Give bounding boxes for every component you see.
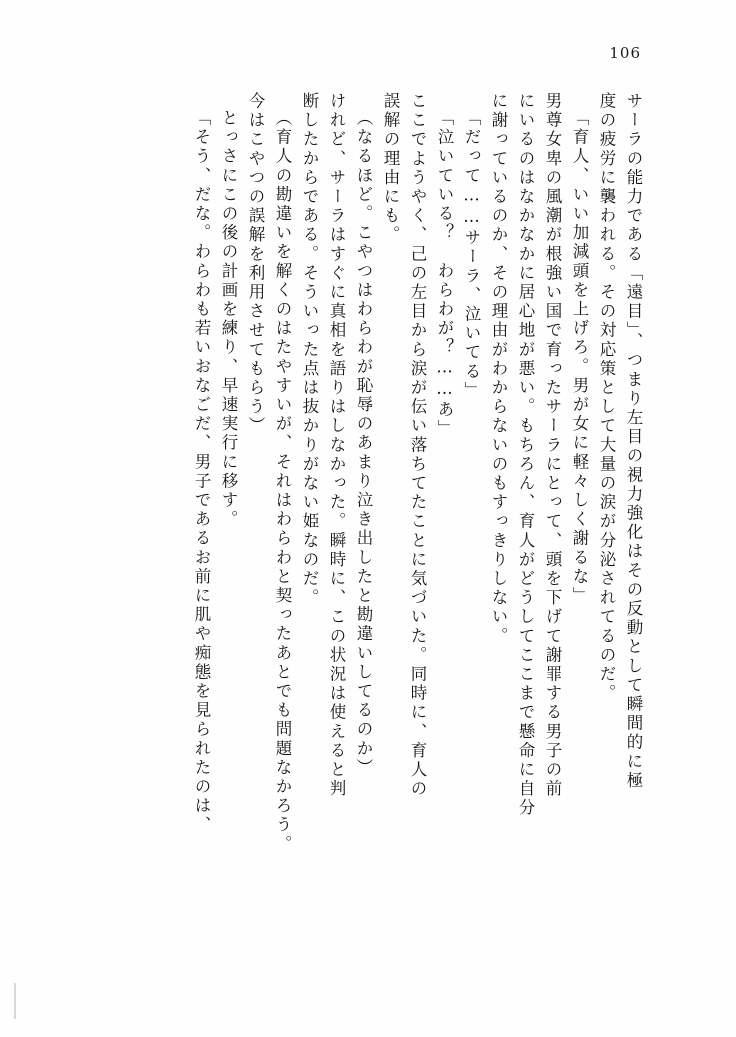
text-line: 「育人、いい加減頭を上げろ。男が女に軽々しく謝るな」 bbox=[570, 109, 589, 606]
page-number: 106 bbox=[609, 44, 641, 62]
text-line: 「だって……サーラ、泣いてる」 bbox=[462, 109, 481, 401]
text-line: （なるほど。こやつはわらわが恥辱のあまり泣き出したと勘違いしてるのか） bbox=[354, 109, 373, 778]
text-line: 「そう、だな。わらわも若いおなごだ、男子であるお前に肌や痴態を見られたのは、 bbox=[192, 109, 211, 835]
text-line: （育人の勘違いを解くのはたやすいが、それはわらわと契ったあとでも問題なかろう。 bbox=[273, 109, 292, 854]
text-line: にいるのはなかなかに居心地が悪い。もちろん、育人がどうしてここまで懸命に自分 bbox=[516, 92, 535, 818]
spine-mark bbox=[14, 983, 16, 1019]
text-line: ここでようやく、己の左目から涙が伝い落ちてたことに気づいた。同時に、育人の bbox=[408, 92, 427, 799]
text-line: とっさにこの後の計画を練り、早速実行に移す。 bbox=[219, 109, 238, 530]
text-line: けれど、サーラはすぐに真相を語りはしなかった。瞬時に、この状況は使えると判 bbox=[327, 92, 346, 799]
text-line: に謝っているのか、その理由がわからないのもすっきりしない。 bbox=[489, 92, 508, 646]
text-line: 度の疲労に襲われる。その対応策として大量の涙が分泌されてるのだ。 bbox=[597, 92, 616, 704]
text-line: 男尊女卑の風潮が根強い国で育ったサーラにとって、頭を下げて謝罪する男子の前 bbox=[543, 92, 562, 799]
text-line: サーラの能力である「遠目」、つまり左目の視力強化はその反動として瞬間的に極 bbox=[624, 92, 643, 791]
vertical-text-body bbox=[96, 92, 641, 972]
text-line: 「泣いている？ わらわが？……あ」 bbox=[435, 109, 454, 439]
text-line: 誤解の理由にも。 bbox=[381, 92, 400, 245]
text-line: 今はこやつの誤解を利用させてもらう） bbox=[246, 92, 265, 436]
text-line: 断したからである。そういった点は抜かりがない姫なのだ。 bbox=[300, 92, 319, 608]
